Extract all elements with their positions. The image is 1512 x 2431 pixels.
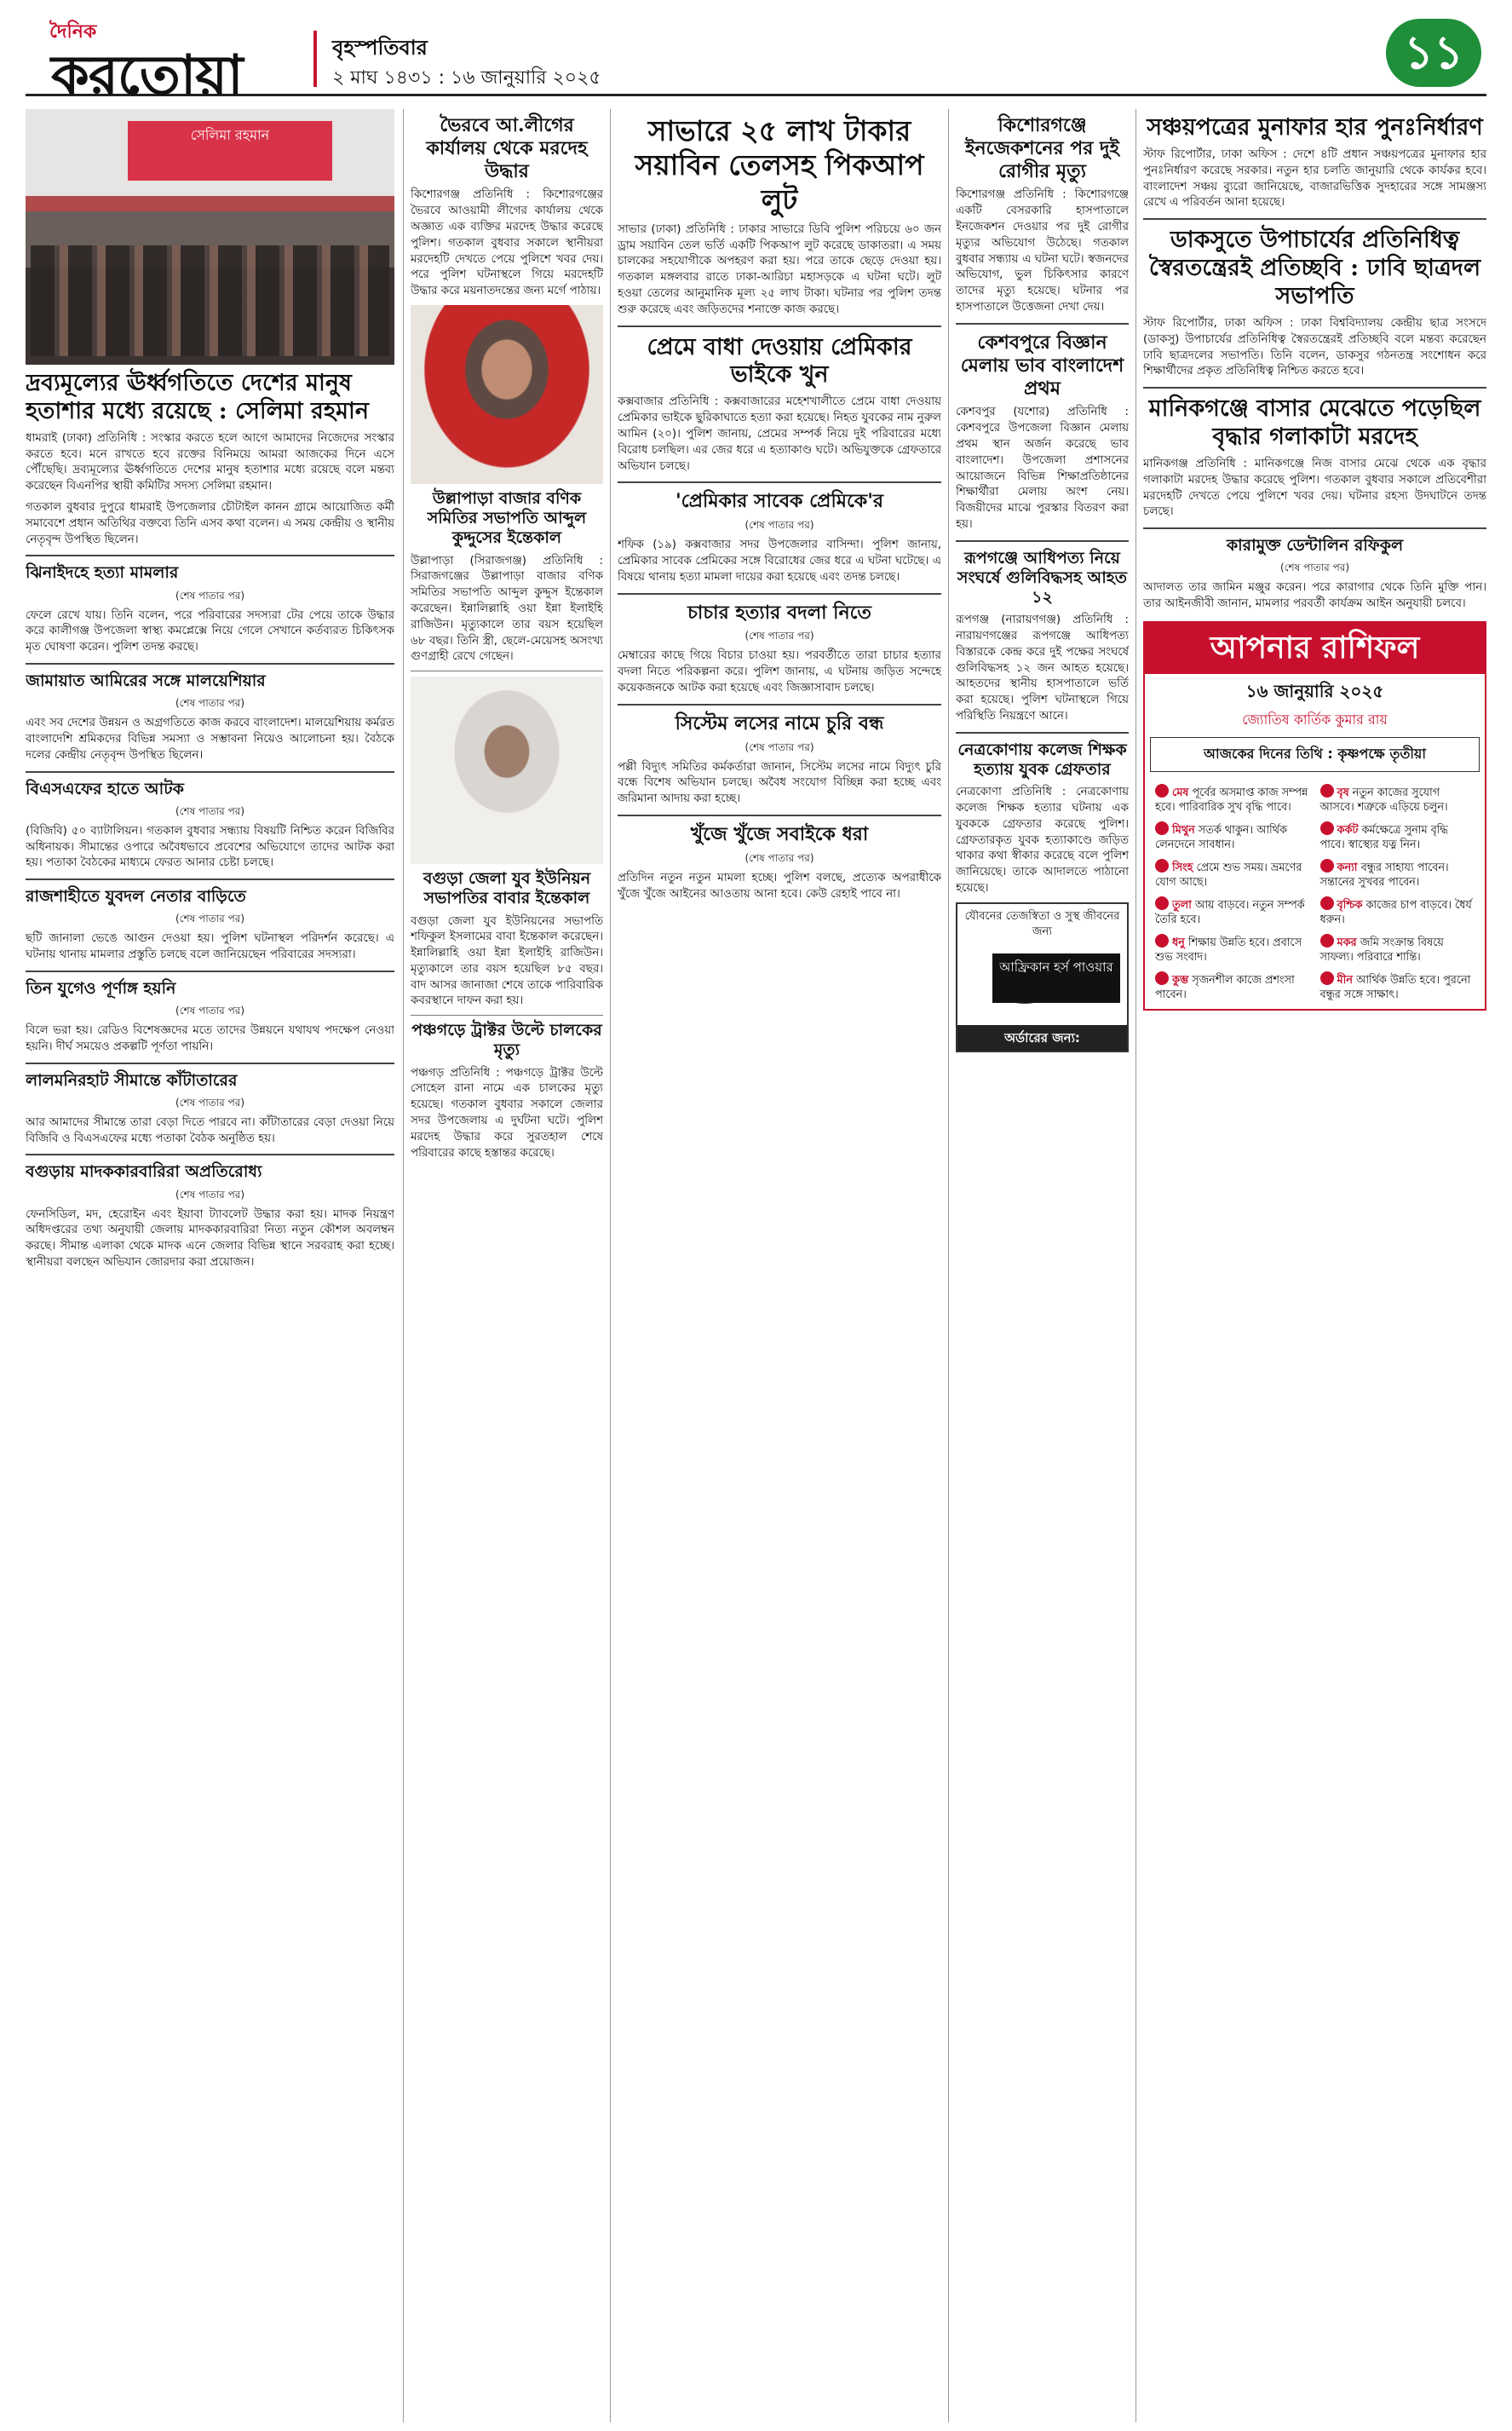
story-text: (বিজিবি) ৫০ ব্যাটালিয়ন। গতকাল বুধবার সন্ধ্যায় বিষয়টি নিশ্চিত করেন বিজিবির অধিনায়ক। সীমান্তের ওপারে অবৈধভাবে প্রবেশের অভিযোগে তাদের আটক করা হয়। পতাকা বৈঠকের মাধ্যমে ফেরত আনার চেষ্টা চলছে। — [26, 824, 394, 870]
story-text: স্টাফ রিপোর্টার, ঢাকা অফিস : ঢাকা বিশ্ববিদ্যালয় কেন্দ্রীয় ছাত্র সংসদে (ডাকসু) উপাচার্যের প্রতিনিধিত্ব স্বৈরতন্ত্রেরই প্রতিচ্ছবি বলে মন্তব্য করেছেন ঢাবি ছাত্রদলের সভাপতি। তিনি বলেন, ডাকসুর গঠনতন্ত্র সংশোধন করে শিক্ষার্থীদের প্রকৃত প্রতিনিধিত্ব নিশ্চিত করতে হবে। — [1143, 316, 1486, 378]
story-headline: নেত্রকোণায় কলেজ শিক্ষক হত্যায় যুবক গ্রেফতার — [957, 740, 1127, 779]
story-headline: তিন যুগেও পূর্ণাঙ্গ হয়নি — [26, 978, 176, 998]
portrait-photo — [411, 677, 603, 864]
sign-name: সিংহ — [1172, 861, 1193, 874]
sign-name: মিথুন — [1172, 823, 1195, 837]
continuation-note: (শেষ পাতার পর) — [745, 740, 814, 753]
story-text: প্রতিদিন নতুন নতুন মামলা হচ্ছে। পুলিশ বলছে, প্রত্যেক অপরাধীকে খুঁজে খুঁজে আইনের আওতায় আনা হবে। কেউ রেহাই পাবে না। — [618, 871, 941, 901]
sign-name: কুম্ভ — [1172, 973, 1189, 987]
story-text: এবং সব দেশের উন্নয়ন ও অগ্রগতিতে কাজ করবে বাংলাদেশ। মালয়েশিয়ায় কর্মরত বাংলাদেশি শ্রমিকদের বিভিন্ন সমস্যা ও সম্ভাবনা নিয়েও আলোচনা হয়। বৈঠকে দলের কেন্দ্রীয় নেতৃবৃন্দ উপস্থিত ছিলেন। — [26, 717, 394, 762]
divider — [618, 704, 941, 706]
zodiac-icon — [1155, 896, 1169, 910]
divider — [26, 971, 394, 972]
divider — [1143, 527, 1486, 529]
story-text: শফিক (১৯) কক্সবাজার সদর উপজেলার বাসিন্দা। পুলিশ জানায়, প্রেমিকার সাবেক প্রেমিকের সঙ্গে বিরোধের জের ধরে এ ঘটনা ঘটেছে। এ বিষয়ে থানায় হত্যা মামলা দায়ের করা হয়েছে এবং তদন্ত চলছে। — [618, 539, 941, 584]
column-rule — [948, 109, 949, 2422]
photo-audience — [31, 245, 389, 356]
ad-phone: অর্ডারের জন্য: 01319399890 — [957, 1025, 1127, 1051]
story-text: আর আমাদের সীমান্তে তারা বেড়া দিতে পারবে না। কাঁটাতারের বেড়া দেওয়া নিয়ে বিজিবি ও বিএসএফের মধ্যে পতাকা বৈঠক অনুষ্ঠিত হয়। — [26, 1115, 394, 1145]
sign-name: বৃষ — [1337, 786, 1349, 799]
horoscope-item — [1315, 930, 1480, 968]
story-text: কিশোরগঞ্জ প্রতিনিধি : কিশোরগঞ্জের ভৈরবে আওয়ামী লীগের কার্যালয় থেকে অজ্ঞাত এক ব্যক্তির মরদেহ উদ্ধার করেছে পুলিশ। গতকাল বুধবার সকালে স্থানীয়রা মরদেহটি দেখতে পেয়ে পুলিশে খবর দেয়। পরে পুলিশ ঘটনাস্থলে গিয়ে মরদেহটি উদ্ধার করে ময়নাতদন্তের জন্য মর্গে পাঠায়। — [411, 188, 603, 298]
column-4 — [956, 109, 1129, 2422]
horoscope-item — [1150, 818, 1315, 855]
continuation-note: (শেষ পাতার পর) — [175, 804, 245, 817]
continuation-note: (শেষ পাতার পর) — [745, 851, 814, 864]
story-text: রূপগঞ্জ (নারায়ণগঞ্জ) প্রতিনিধি : নারায়ণগঞ্জের রূপগঞ্জে আধিপত্য বিস্তারকে কেন্দ্র করে দুই পক্ষের সংঘর্ষে গুলিবিদ্ধসহ ১২ জন আহত হয়েছে। আহতদের স্থানীয় হাসপাতালে ভর্তি করা হয়েছে। পুলিশ ঘটনাস্থলে গিয়ে পরিস্থিতি নিয়ন্ত্রণে আনে। — [956, 614, 1129, 723]
story-headline: পঞ্চগড়ে ট্রাক্টর উল্টে চালকের মৃত্যু — [411, 1021, 602, 1060]
continuation-note: (শেষ পাতার পর) — [175, 1188, 245, 1201]
story-text: কেশবপুর (যশোর) প্রতিনিধি : কেশবপুরে উপজেলা বিজ্ঞান মেলায় প্রথম স্থান অর্জন করেছে ভাব বাংলাদেশ। উপজেলা প্রশাসনের আয়োজনে বিভিন্ন শিক্ষাপ্রতিষ্ঠানের শিক্ষার্থীরা মেলায় অংশ নেয়। বিজয়ীদের মাঝে পুরস্কার বিতরণ করা হয়। — [956, 406, 1129, 531]
sign-text: নতুন কাজের সুযোগ আসবে। শত্রুকে এড়িয়ে চলুন। — [1319, 786, 1448, 814]
story-text: কক্সবাজার প্রতিনিধি : কক্সবাজারের মহেশখালীতে প্রেমে বাধা দেওয়ায় প্রেমিকার ভাইকে ছুরিকাঘাতে হত্যা করা হয়েছে। নিহত যুবকের নাম নুরুল আমিন (২০)। পুলিশ জানায়, প্রেমের সম্পর্ক নিয়ে দুই পরিবারের মধ্যে বিরোধ চলছিল। এর জের ধরে এ হত্যাকাণ্ড ঘটে। অভিযুক্তকে গ্রেফতারে অভিযান চলছে। — [618, 395, 941, 473]
column-rule — [610, 109, 611, 2422]
continuation-note: (শেষ পাতার পর) — [175, 697, 245, 710]
ad-brand: আফ্রিকান হর্স পাওয়ার — [992, 953, 1120, 1003]
zodiac-icon — [1320, 971, 1334, 985]
story-headline: সাভারে ২৫ লাখ টাকার সয়াবিন তেলসহ পিকআপ লুট — [635, 114, 924, 216]
column-rule — [1135, 109, 1136, 2422]
story-text: মেম্বারের কাছে গিয়ে বিচার চাওয়া হয়। পরবর্তীতে তারা চাচার হত্যার বদলা নিতে পরিকল্পনা করে। পুলিশ জানায়, এ ঘটনায় জড়িত সন্দেহে কয়েকজনকে আটক করা হয়েছে এবং জিজ্ঞাসাবাদ চলছে। — [618, 649, 941, 695]
zodiac-icon — [1320, 934, 1334, 948]
divider — [26, 663, 394, 665]
horoscope-item — [1315, 781, 1480, 818]
story-headline: ডাকসুতে উপাচার্যের প্রতিনিধিত্ব স্বৈরতন্ত্রেরই প্রতিচ্ছবি : ঢাবি ছাত্রদল সভাপতি — [1148, 227, 1481, 309]
story-headline: ঝিনাইদহে হত্যা মামলার — [26, 563, 179, 583]
continuation-note: (শেষ পাতার পর) — [1279, 562, 1350, 574]
story-text: আদালত তার জামিন মঞ্জুর করেন। পরে কারাগার থেকে তিনি মুক্তি পান। তার আইনজীবী জানান, মামলার পরবর্তী কার্যক্রম আইন অনুযায়ী চলবে। — [1143, 581, 1486, 611]
divider — [956, 732, 1129, 734]
ad-text: যৌবনের তেজস্বিতা ও সুস্থ জীবনের জন্য — [964, 909, 1120, 938]
horoscope-item — [1315, 855, 1480, 893]
divider — [956, 540, 1129, 542]
sign-text: পূর্বের অসমাপ্ত কাজ সম্পন্ন হবে। পারিবারিক সুখ বৃদ্ধি পাবে। — [1155, 786, 1308, 814]
zodiac-icon — [1320, 784, 1334, 798]
sign-text: সৃজনশীল কাজে প্রশংসা পাবেন। — [1155, 973, 1295, 1001]
horoscope-box — [1143, 621, 1486, 1011]
story-headline: মানিকগঞ্জে বাসার মেঝেতে পড়েছিল বৃদ্ধার গলাকাটা মরদেহ — [1148, 395, 1481, 451]
newspaper-logo: করতোয়া — [51, 43, 243, 107]
sign-name: মকর — [1337, 936, 1357, 949]
divider — [26, 771, 394, 773]
divider — [956, 323, 1129, 325]
story-headline: কেশবপুরে বিজ্ঞান মেলায় ভাব বাংলাদেশ প্রথম — [960, 331, 1124, 400]
story-headline: প্রেমে বাধা দেওয়ায় প্রেমিকার ভাইকে খুন — [647, 333, 912, 389]
story-headline: চাচার হত্যার বদলা নিতে — [687, 601, 871, 624]
story-headline: লালমনিরহাট সীমান্তে কাঁটাতারের — [26, 1070, 238, 1090]
zodiac-icon — [1155, 821, 1169, 835]
story-text: স্টাফ রিপোর্টার, ঢাকা অফিস : দেশে ৪টি প্রধান সঞ্চয়পত্রের মুনাফার হার পুনঃনির্ধারণ করেছে সরকার। নতুন হার চলতি জানুয়ারি থেকে কার্যকর হবে। বাংলাদেশ সঞ্চয় ব্যুরো জানিয়েছে, বাজারভিত্তিক সুদহারের সঙ্গে সামঞ্জস্য রেখে এ পরিবর্তন আনা হয়েছে। — [1143, 147, 1486, 210]
story-headline: রূপগঞ্জে আধিপত্য নিয়ে সংঘর্ষে গুলিবিদ্ধসহ আহত ১২ — [957, 548, 1128, 608]
story-text: সাভার (ঢাকা) প্রতিনিধি : ঢাকার সাভারে ডিবি পুলিশ পরিচয়ে ৬০ জন ড্রাম সয়াবিন তেল ভর্তি একটি পিকআপ লুট করেছে ডাকাতরা। এ সময় চালকের সহযোগীকে অপহরণ করা হয়। পরে তাকে ছেড়ে দেওয়া হয়। গতকাল মঙ্গলবার রাতে ঢাকা-আরিচা মহাসড়কে এ ঘটনা ঘটে। লুট হওয়া তেলের আনুমানিক মূল্য ২৫ লাখ টাকা। ঘটনার পর পুলিশ তদন্ত শুরু করেছে এবং জড়িতদের শনাক্তে কাজ করছে। — [618, 222, 941, 316]
advertisement — [956, 902, 1129, 1071]
story-headline: বগুড়ায় মাদককারবারিরা অপ্রতিরোধ্য — [26, 1162, 262, 1182]
horoscope-item — [1315, 818, 1480, 855]
sign-text: কাজের চাপ বাড়বে। ধৈর্য ধরুন। — [1319, 898, 1472, 926]
story-text: ফেনসিডিল, মদ, হেরোইন এবং ইয়াবা ট্যাবলেট উদ্ধার করা হয়। মাদক নিয়ন্ত্রণ অধিদপ্তরের তথ্য অনুযায়ী জেলায় মাদককারবারিরা নিত্য নতুন কৌশল অবলম্বন করছে। সীমান্ত এলাকা থেকে মাদক এনে জেলার বিভিন্ন স্থানে সরবরাহ করা হচ্ছে। স্থানীয়রা বলছেন অভিযান জোরদার করা প্রয়োজন। — [26, 1207, 394, 1269]
zodiac-icon — [1320, 821, 1334, 835]
divider — [411, 1015, 603, 1016]
divider — [618, 815, 941, 816]
horoscope-item — [1150, 781, 1315, 818]
zodiac-icon — [1320, 859, 1334, 873]
story-headline: সিস্টেম লসের নামে চুরি বন্ধ — [675, 711, 884, 734]
logo-small: দৈনিক — [49, 21, 97, 43]
story-headline: খুঁজে খুঁজে সবাইকে ধরা — [690, 823, 869, 846]
story-headline: জামায়াত আমিরের সঙ্গে মালয়েশিয়ার — [26, 671, 266, 691]
divider — [26, 1063, 394, 1064]
story-headline: কিশোরগঞ্জে ইনজেকশনের পর দুই রোগীর মৃত্যু — [965, 114, 1119, 182]
story-text: বিলে ভরা হয়। রেডিও বিশেষজ্ঞদের মতে তাদের উন্নয়নে যথাযথ পদক্ষেপ নেওয়া হয়নি। দীর্ঘ সময়েও প্রকল্পটি পূর্ণতা পায়নি। — [26, 1024, 394, 1053]
sign-text: আয় বাড়বে। নতুন সম্পর্ক তৈরি হবে। — [1155, 898, 1305, 926]
story-text: পঞ্চগড় প্রতিনিধি : পঞ্চগড়ে ট্রাক্টর উল্টে সোহেল রানা নামে এক চালকের মৃত্যু হয়েছে। গতকাল বুধবার সকালে জেলার সদর উপজেলায় এ দুর্ঘটনা ঘটে। পুলিশ মরদেহ উদ্ধার করে সুরতহাল শেষে পরিবারের কাছে হস্তান্তর করেছে। — [411, 1066, 603, 1160]
portrait-photo — [411, 305, 603, 484]
sign-text: জমি সংক্রান্ত বিষয়ে সাফল্য। পরিবারে শান্তি। — [1319, 936, 1444, 964]
story-text: ফেলে রেখে যায়। তিনি বলেন, পরে পরিবারের সদস্যরা টের পেয়ে তাকে উদ্ধার করে কালীগঞ্জ উপজেলা স্বাস্থ্য কমপ্লেক্সে নিয়ে গেলে সেখানে কর্তব্যরত চিকিৎসক মৃত ঘোষণা করেন। পুলিশ তদন্ত করছে। — [26, 608, 394, 654]
divider — [26, 1154, 394, 1155]
sign-name: কন্যা — [1337, 861, 1358, 874]
column-rule — [403, 109, 404, 2422]
horoscope-item — [1150, 855, 1315, 893]
zodiac-icon — [1320, 896, 1334, 910]
column-2 — [411, 109, 603, 2422]
story-text: পল্লী বিদ্যুৎ সমিতির কর্মকর্তারা জানান, সিস্টেম লসের নামে বিদ্যুৎ চুরি বন্ধে বিশেষ অভিযান চলছে। অবৈধ সংযোগ বিচ্ছিন্ন করা হচ্ছে এবং জরিমানা আদায় করা হচ্ছে। — [618, 760, 941, 806]
sign-name: মেষ — [1172, 786, 1189, 799]
horoscope-item — [1150, 893, 1315, 930]
zodiac-icon — [1155, 859, 1169, 873]
sign-name: মীন — [1337, 973, 1353, 987]
story-text: উল্লাপাড়া (সিরাজগঞ্জ) প্রতিনিধি : সিরাজগঞ্জের উল্লাপাড়া বাজার বণিক সমিতির সভাপতি আব্দুল কুদ্দুস ইন্তেকাল করেছেন। ইন্নালিল্লাহি ওয়া ইন্না ইলাইহি রাজিউন। মৃত্যুকালে তার বয়স হয়েছিল ৬৮ বছর। তিনি স্ত্রী, ছেলে-মেয়েসহ অসংখ্য গুণগ্রাহী রেখে গেছেন। — [411, 554, 603, 664]
story-text: মানিকগঞ্জ প্রতিনিধি : মানিকগঞ্জে নিজ বাসার মেঝে থেকে এক বৃদ্ধার গলাকাটা মরদেহ উদ্ধার করেছে পুলিশ। গতকাল বুধবার সকালে প্রতিবেশীরা মরদেহটি দেখতে পেয়ে পুলিশে খবর দেয়। ঘটনার রহস্য উদঘাটনে তদন্ত চলছে। — [1143, 458, 1486, 519]
continuation-note: (শেষ পাতার পর) — [745, 630, 814, 642]
masthead — [26, 15, 1486, 107]
horoscope-item — [1315, 893, 1480, 930]
continuation-note: (শেষ পাতার পর) — [175, 913, 245, 925]
divider — [618, 325, 941, 327]
sign-name: বৃশ্চিক — [1337, 898, 1363, 912]
column-5 — [1143, 109, 1486, 2422]
story-headline: বিএসএফের হাতে আটক — [26, 779, 184, 798]
sign-text: আর্থিক উন্নতি হবে। পুরনো বন্ধুর সঙ্গে সাক্ষাৎ। — [1319, 973, 1471, 1001]
photo-banner: সেলিমা রহমান — [128, 121, 332, 181]
zodiac-icon — [1155, 934, 1169, 948]
story-headline: সঞ্চয়পত্রের মুনাফার হার পুনঃনির্ধারণ — [1147, 114, 1483, 141]
lead-text: ধামরাই (ঢাকা) প্রতিনিধি : সংস্কার করতে হলে আগে আমাদের নিজেদের সংস্কার করতে হবে। মনে রাখতে হবে রক্তের বিনিময়ে আমরা আজকের দিনে এসে পৌঁছেছি। দ্রব্যমূল্যের ঊর্ধ্বগতিতে দেশের মানুষ হতাশার মধ্যে রয়েছে বলে মন্তব্য করেছেন বিএনপির স্থায়ী কমিটির সদস্য সেলিমা রহমান। — [26, 431, 394, 493]
horoscope-item — [1315, 968, 1480, 1005]
horoscope-item — [1150, 968, 1315, 1005]
divider — [1143, 218, 1486, 220]
masthead-date: ২ মাঘ ১৪৩১ : ১৬ জানুয়ারি ২০২৫ — [332, 67, 601, 89]
sign-text: প্রেমে শুভ সময়। ভ্রমণের যোগ আছে। — [1155, 861, 1302, 889]
zodiac-icon — [1155, 971, 1169, 985]
continuation-note: (শেষ পাতার পর) — [175, 1005, 245, 1017]
event-photo — [26, 109, 394, 365]
divider — [618, 481, 941, 483]
story-text: ছটি জানালা ভেঙে আগুন দেওয়া হয়। পুলিশ ঘটনাস্থল পরিদর্শন করেছে। এ ঘটনায় থানায় মামলার প্রস্তুতি চলছে বলে জানিয়েছেন পরিবারের সদস্যরা। — [26, 932, 394, 962]
sign-text: সতর্ক থাকুন। আর্থিক লেনদেনে সাবধান। — [1155, 823, 1287, 851]
horoscope-date: ১৬ জানুয়ারি ২০২৫ — [1245, 680, 1384, 701]
sign-text: কর্মক্ষেত্রে সুনাম বৃদ্ধি পাবে। স্বাস্থ্যের যত্ন নিন। — [1319, 823, 1448, 851]
story-headline: কারামুক্ত ডেন্টালিন রফিকুল — [1226, 536, 1404, 556]
column-1 — [26, 109, 394, 2422]
sign-text: বন্ধুর সাহায্য পাবেন। সন্তানের সুখবর পাবেন। — [1319, 861, 1449, 889]
divider — [618, 593, 941, 595]
horoscope-item — [1150, 930, 1315, 968]
sign-name: কর্কট — [1337, 823, 1359, 837]
story-headline: উল্লাপাড়া বাজার বণিক সমিতির সভাপতি আব্দুল কুদ্দুসের ইন্তেকাল — [427, 489, 587, 548]
lead-text: গতকাল বুধবার দুপুরে ধামরাই উপজেলার চৌটাইল কানন গ্রামে আয়োজিত কর্মী সমাবেশে প্রধান অতিথির বক্তব্যে তিনি এসব কথা বলেন। এ সময় কেন্দ্রীয় ও স্থানীয় নেতৃবৃন্দ উপস্থিত ছিলেন। — [26, 501, 394, 546]
story-text: বগুড়া জেলা যুব ইউনিয়নের সভাপতি শফিকুল ইসলামের বাবা ইন্তেকাল করেছেন। ইন্নালিল্লাহি ওয়া ইন্না ইলাইহি রাজিউন। মৃত্যুকালে তার বয়স হয়েছিল ৮৫ বছর। বাদ আসর জানাজা শেষে তাকে পারিবারিক কবরস্থানে দাফন করা হয়। — [411, 914, 603, 1008]
sign-text: শিক্ষায় উন্নতি হবে। প্রবাসে শুভ সংবাদ। — [1155, 936, 1302, 964]
column-3 — [618, 109, 941, 2422]
divider — [26, 879, 394, 880]
sign-name: তুলা — [1172, 898, 1192, 912]
masthead-divider — [313, 31, 317, 87]
masthead-day: বৃহস্পতিবার — [332, 36, 428, 60]
continuation-note: (শেষ পাতার পর) — [175, 1096, 245, 1109]
story-headline: রাজশাহীতে যুবদল নেতার বাড়িতে — [26, 887, 246, 907]
divider — [26, 555, 394, 556]
horoscope-list — [1145, 777, 1485, 1009]
sign-name: ধনু — [1172, 936, 1185, 949]
horoscope-author: জ্যোতিষ কার্তিক কুমার রায় — [1242, 711, 1388, 728]
story-text: কিশোরগঞ্জ প্রতিনিধি : কিশোরগঞ্জে একটি বেসরকারি হাসপাতালে ইনজেকশন দেওয়ার পর দুই রোগীর মৃত্যুর অভিযোগ উঠেছে। গতকাল বুধবার সন্ধ্যায় এ ঘটনা ঘটে। স্বজনদের অভিযোগ, ভুল চিকিৎসার কারণে তাদের মৃত্যু হয়েছে। ঘটনার পর হাসপাতালে উত্তেজনা দেখা দেয়। — [956, 188, 1129, 314]
story-headline: 'প্রেমিকার সাবেক প্রেমিকে'র — [675, 490, 884, 513]
page-number-badge: ১১ — [1386, 19, 1481, 87]
zodiac-icon — [1155, 784, 1169, 798]
story-headline: বগুড়া জেলা যুব ইউনিয়ন সভাপতির বাবার ইন্তেকাল — [423, 869, 591, 908]
continuation-note: (শেষ পাতার পর) — [175, 589, 245, 602]
story-text: নেত্রকোণা প্রতিনিধি : নেত্রকোণায় কলেজ শিক্ষক হত্যার ঘটনায় এক যুবককে গ্রেফতার করেছে পুলিশ। গ্রেফতারকৃত যুবক হত্যাকাণ্ডে জড়িত থাকার কথা স্বীকার করেছে বলে পুলিশ জানিয়েছে। তাকে আদালতে পাঠানো হয়েছে। — [956, 786, 1129, 895]
continuation-note: (শেষ পাতার পর) — [745, 519, 814, 532]
tithi-line: আজকের দিনের তিথি : কৃষ্ণপক্ষে তৃতীয়া — [1150, 737, 1480, 772]
lead-headline: দ্রব্যমূল্যের ঊর্ধ্বগতিতে দেশের মানুষ হতাশার মধ্যে রয়েছে : সেলিমা রহমান — [26, 370, 369, 424]
horoscope-title: আপনার রাশিফল — [1145, 623, 1485, 674]
divider — [1143, 387, 1486, 389]
story-headline: ভৈরবে আ.লীগের কার্যালয় থেকে মরদেহ উদ্ধার — [426, 114, 588, 182]
